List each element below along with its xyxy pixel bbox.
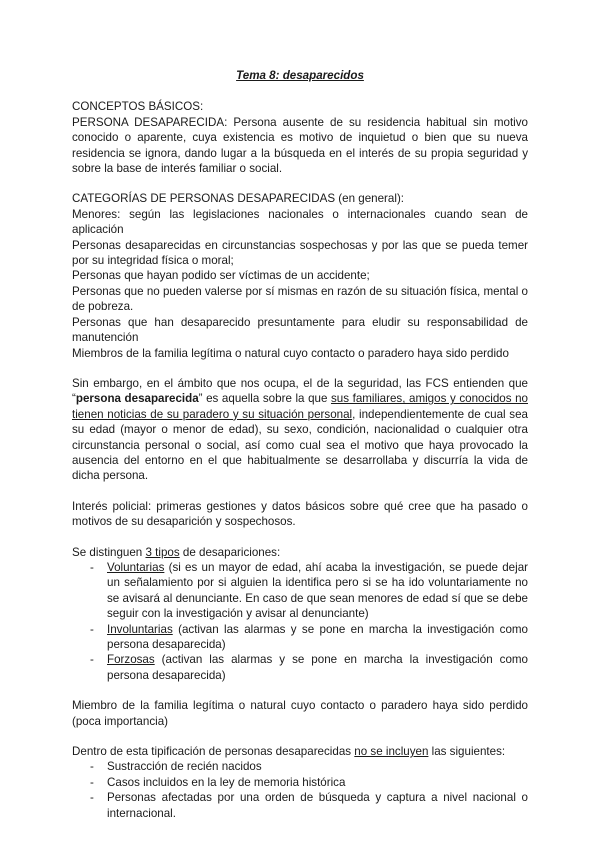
sin-embargo-text: ” es aquella sobre la que <box>198 392 331 406</box>
persona-desaparecida-bold: persona desaparecida <box>75 392 199 406</box>
list-item: - Personas afectadas por una orden de búsqueda y captura a nivel nacional o internacional. <box>90 790 528 821</box>
interes-policial-paragraph: Interés policial: primeras gestiones y datos básicos sobre qué cree que ha pasado o motivos de su desaparición y sospechosos. <box>72 499 528 529</box>
tipos-intro: Se distinguen 3 tipos de desapariciones: <box>72 545 281 559</box>
tipos-section <box>72 545 528 684</box>
conceptos-section <box>72 99 528 176</box>
tipos-list <box>72 560 528 683</box>
list-item <box>90 622 528 653</box>
categoria-line: Personas que han desaparecido presuntamente para eludir su responsabilidad de manutención <box>72 315 528 345</box>
no-se-incluyen-underlined: no se incluyen <box>354 745 429 759</box>
conceptos-heading: CONCEPTOS BÁSICOS: <box>72 100 204 114</box>
categoria-line: Miembros de la familia legítima o natural cuyo contacto o paradero haya sido perdido <box>72 346 509 360</box>
tipo-term: Involuntarias <box>107 622 173 636</box>
exclusiones-intro: Dentro de esta tipificación de personas desaparecidas no se incluyen las siguientes: <box>72 745 506 759</box>
list-item: - Sustracción de recién nacidos <box>90 759 528 774</box>
sin-embargo-text: Sin embargo, en el ámbito que nos ocupa, el de la seguridad, las FCS entienden que “ <box>72 376 528 406</box>
tipo-text: (activan las alarmas y se pone en marcha la investigación como persona desaparecida) <box>107 622 528 651</box>
sin-embargo-paragraph <box>72 376 528 484</box>
categoria-line: Personas que no pueden valerse por sí mismas en razón de su situación física, mental o de pobreza. <box>72 284 528 314</box>
categoria-line: Personas que hayan podido ser víctimas de un accidente; <box>72 269 370 283</box>
exclusiones-list <box>72 759 528 821</box>
tipo-term: Forzosas <box>107 653 155 667</box>
sin-embargo-underlined: sus familiares, amigos y conocidos no tienen noticias de su paradero y su situación personal <box>72 392 528 421</box>
miembro-paragraph: Miembro de la familia legítima o natural cuyo contacto o paradero haya sido perdido (poca importancia) <box>72 699 528 728</box>
categorias-section <box>72 191 528 360</box>
tipos-count-underlined: 3 tipos <box>145 545 180 559</box>
categoria-line: Personas desaparecidas en circunstancias sospechosas y por las que se pueda temer por su integridad física o moral; <box>72 238 528 268</box>
definition-paragraph: PERSONA DESAPARECIDA: Persona ausente de su residencia habitual sin motivo conocido o aparente, cuya existencia es motivo de inquietud o bien que su nueva residencia se ignora, dando lugar a la búsqueda en el interés de su propia seguridad y sobre la base de interés familiar o social. <box>72 115 528 176</box>
sin-embargo-text: , independientemente de cual sea su edad (mayor o menor de edad), su sexo, condición, nacionalidad o cualquier otra circunstancia personal o social, así como cual sea el motivo que haya provocado la ausencia del entorno en el que habitualmente se desarrollaba y discurría la vida de dicha persona. <box>72 407 528 483</box>
list-item <box>90 560 528 622</box>
exclusiones-section <box>72 744 528 821</box>
list-item <box>90 652 528 683</box>
tipo-term: Voluntarias <box>107 560 165 574</box>
page-title: Tema 8: desaparecidos <box>236 69 364 82</box>
tipo-text: (si es un mayor de edad, ahí acaba la investigación, se puede dejar un señalamiento por si alguien la identifica pero si se ha ido voluntariamente no se avisará al denunciante. En caso de que sean menores de edad sí que se debe seguir con la investigación y avisar al denunciante) <box>107 560 528 621</box>
list-item: - Casos incluidos en la ley de memoria histórica <box>90 775 528 790</box>
tipo-text: (activan las alarmas y se pone en marcha la investigación como persona desaparecida) <box>107 653 528 682</box>
categoria-line: Menores: según las legislaciones nacionales o internacionales cuando sean de aplicación <box>72 207 528 237</box>
categorias-heading: CATEGORÍAS DE PERSONAS DESAPARECIDAS (en general): <box>72 192 405 206</box>
